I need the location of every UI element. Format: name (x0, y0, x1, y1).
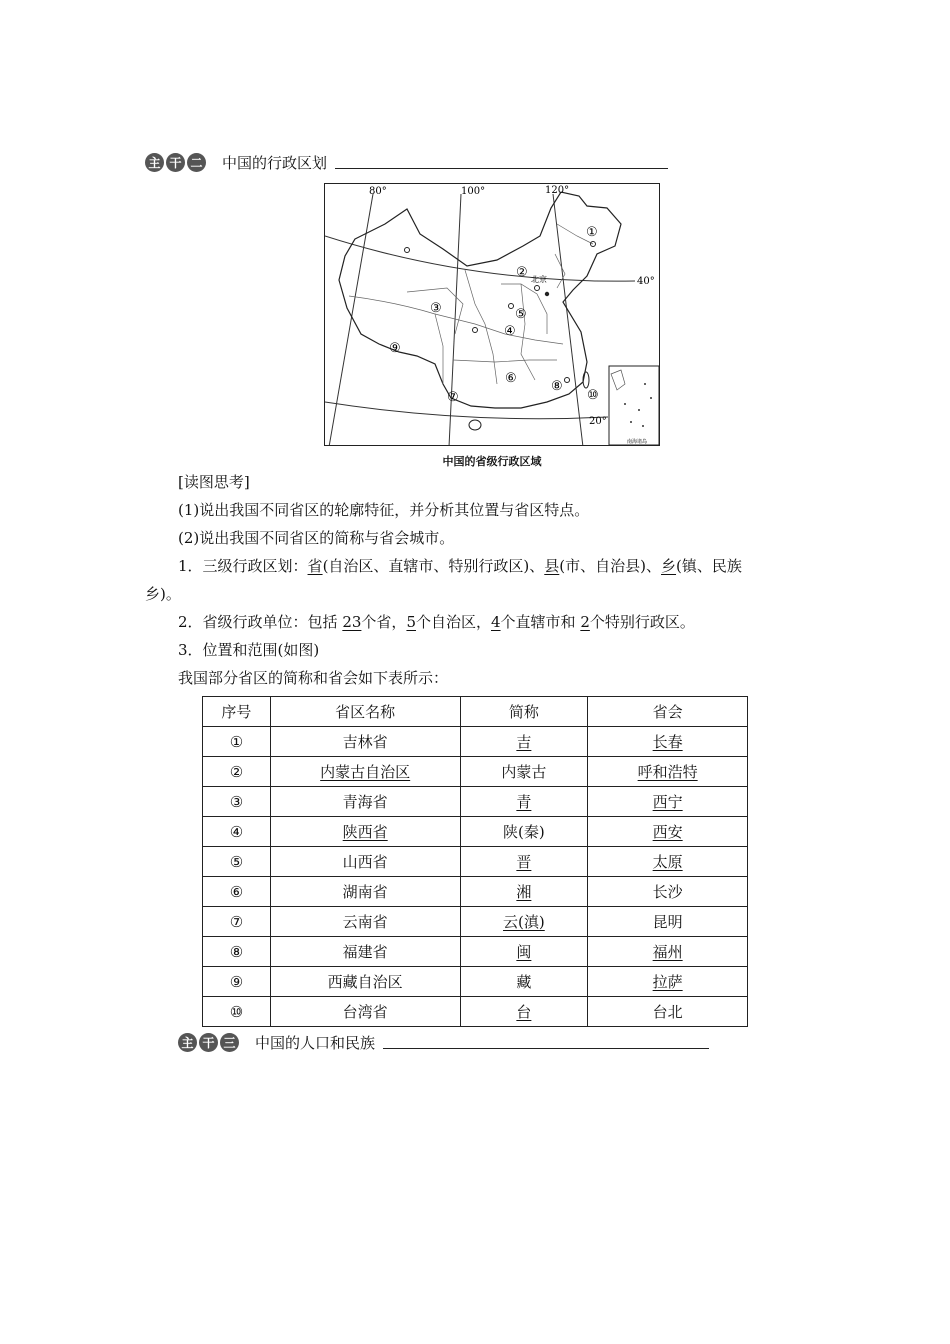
cell: 长沙 (588, 877, 748, 907)
province-number: ⑥ (505, 371, 517, 386)
cell: 湖南省 (270, 877, 460, 907)
province-number: ⑤ (515, 307, 527, 322)
answer: 内蒙古自治区 (320, 763, 411, 781)
cell: 福建省 (270, 937, 460, 967)
answer: 台 (516, 1003, 532, 1021)
point-3: 3．位置和范围(如图) (178, 641, 320, 659)
cell (588, 727, 748, 757)
cell: ③ (203, 787, 271, 817)
answer: 福州 (652, 943, 683, 961)
answer-township: 乡 (661, 557, 677, 575)
answer: 拉萨 (652, 973, 683, 991)
title-rule (335, 156, 668, 169)
text: 个自治区， (415, 613, 491, 631)
cell (588, 847, 748, 877)
cell (588, 817, 748, 847)
cell (270, 817, 460, 847)
section-badge (178, 1033, 241, 1052)
table-header-row (203, 697, 748, 727)
answer: 云(滇) (503, 913, 545, 931)
cell: ⑩ (203, 997, 271, 1027)
section-badge (145, 153, 208, 172)
lon-label: 100° (461, 186, 486, 197)
cell (460, 907, 588, 937)
cell: ⑦ (203, 907, 271, 937)
question-2: (2)说出我国不同省区的简称与省会城市。 (178, 529, 455, 547)
cell (588, 937, 748, 967)
province-table (202, 696, 748, 1027)
capital-label: 北京 (531, 275, 547, 284)
header-cell: 省区名称 (270, 697, 460, 727)
province-number: ① (586, 225, 598, 240)
section-heading-3 (178, 1032, 709, 1053)
table-row (203, 787, 748, 817)
cell (588, 967, 748, 997)
text: 个特别行政区。 (589, 613, 695, 631)
badge-char: 主 (178, 1033, 197, 1052)
cell: 台湾省 (270, 997, 460, 1027)
section-title: 中国的人口和民族 (255, 1034, 376, 1052)
china-province-map (324, 183, 660, 446)
section-title: 中国的行政区划 (222, 154, 328, 172)
header-cell: 简称 (460, 697, 588, 727)
table-intro: 我国部分省区的简称和省会如下表所示： (178, 669, 449, 687)
table-row (203, 817, 748, 847)
answer: 长春 (652, 733, 683, 751)
table-row (203, 847, 748, 877)
cell: ⑨ (203, 967, 271, 997)
cell (460, 727, 588, 757)
province-number: ⑧ (551, 379, 563, 394)
lat-label: 40° (637, 276, 655, 287)
note: (自治区、直辖市、特别行政区)、 (322, 557, 545, 575)
cell: ⑧ (203, 937, 271, 967)
cell: ② (203, 757, 271, 787)
text: 个直辖市和 (500, 613, 581, 631)
answer-sar-count: 2 (580, 613, 590, 631)
cell: ⑤ (203, 847, 271, 877)
cell: 昆明 (588, 907, 748, 937)
section-heading-2 (145, 152, 668, 173)
cell: 西藏自治区 (270, 967, 460, 997)
note: (市、自治县)、 (559, 557, 662, 575)
lon-label: 80° (369, 186, 387, 197)
answer: 西安 (652, 823, 683, 841)
badge-char: 干 (166, 153, 185, 172)
question-1: (1)说出我国不同省区的轮廓特征，并分析其位置与省区特点。 (178, 501, 590, 519)
cell (460, 787, 588, 817)
answer: 吉 (516, 733, 532, 751)
text: 个省， (361, 613, 407, 631)
point-1-prefix: 1．三级行政区划： (178, 557, 308, 575)
header-cell: 省会 (588, 697, 748, 727)
answer-county: 县 (544, 557, 560, 575)
province-number: ④ (504, 324, 516, 339)
read-think-title: [读图思考] (178, 473, 250, 491)
table-row (203, 997, 748, 1027)
cell (588, 787, 748, 817)
point-1-continued: 乡)。 (145, 585, 181, 603)
cell (460, 997, 588, 1027)
cell (460, 877, 588, 907)
cell: 山西省 (270, 847, 460, 877)
table-row (203, 757, 748, 787)
header-cell: 序号 (203, 697, 271, 727)
answer-municipality-count: 4 (491, 613, 501, 631)
inset-label: 南海诸岛 (627, 439, 648, 445)
point-2 (178, 612, 695, 632)
cell: 藏 (460, 967, 588, 997)
province-number: ③ (430, 301, 442, 316)
note: (镇、民族 (676, 557, 742, 575)
cell (588, 757, 748, 787)
badge-char: 主 (145, 153, 164, 172)
table-row (203, 967, 748, 997)
answer: 湘 (516, 883, 532, 901)
table-row (203, 727, 748, 757)
answer: 青 (516, 793, 532, 811)
cell: ① (203, 727, 271, 757)
answer-autonomous-count: 5 (406, 613, 416, 631)
cell: 台北 (588, 997, 748, 1027)
answer: 陕西省 (342, 823, 388, 841)
answer: 呼和浩特 (637, 763, 698, 781)
cell: 内蒙古 (460, 757, 588, 787)
province-number: ⑦ (447, 390, 459, 405)
cell: 陕(秦) (460, 817, 588, 847)
answer-province: 省 (307, 557, 323, 575)
table-row (203, 937, 748, 967)
cell: 吉林省 (270, 727, 460, 757)
lat-label: 20° (589, 416, 607, 427)
answer: 闽 (516, 943, 532, 961)
cell (460, 937, 588, 967)
answer: 西宁 (652, 793, 683, 811)
cell: ⑥ (203, 877, 271, 907)
province-number: ② (516, 265, 528, 280)
cell (270, 757, 460, 787)
answer: 太原 (652, 853, 683, 871)
table-row (203, 907, 748, 937)
cell: 云南省 (270, 907, 460, 937)
point-1 (178, 556, 742, 576)
badge-char: 三 (220, 1033, 239, 1052)
table-row (203, 877, 748, 907)
point-2-prefix: 2．省级行政单位：包括 (178, 613, 343, 631)
title-rule (383, 1036, 709, 1049)
province-number: ⑩ (587, 388, 599, 403)
map-caption: 中国的省级行政区域 (442, 455, 542, 468)
cell (460, 847, 588, 877)
province-number: ⑨ (389, 341, 401, 356)
cell: 青海省 (270, 787, 460, 817)
badge-char: 干 (199, 1033, 218, 1052)
answer: 晋 (516, 853, 532, 871)
cell: ④ (203, 817, 271, 847)
answer-provinces-count: 23 (342, 613, 362, 631)
map-drawing (325, 184, 660, 446)
badge-char: 二 (187, 153, 206, 172)
lon-label: 120° (545, 185, 570, 196)
